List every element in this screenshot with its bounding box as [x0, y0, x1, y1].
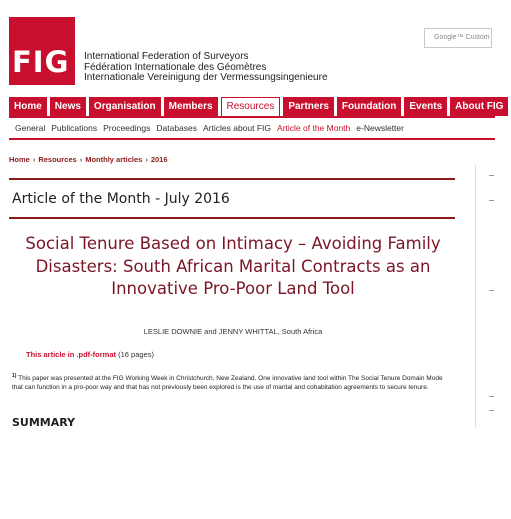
right-column-marker: [489, 410, 494, 411]
breadcrumb-separator: ›: [32, 155, 36, 164]
subnav-articles-about-fig[interactable]: Articles about FIG: [203, 123, 272, 133]
logo-text: FIG: [12, 45, 70, 79]
subnav-general[interactable]: General: [15, 123, 46, 133]
footnote: [12, 372, 452, 392]
nav-events[interactable]: Events: [404, 97, 447, 116]
right-column-marker: [489, 290, 494, 291]
nav-news[interactable]: News: [50, 97, 86, 116]
org-name-de: Internationale Vereinigung der Vermessungsingenieure: [84, 72, 328, 83]
nav-organisation[interactable]: Organisation: [89, 97, 161, 116]
fig-logo[interactable]: [9, 17, 75, 85]
breadcrumb-separator: ›: [79, 155, 83, 164]
heading-bottom-rule: [9, 217, 455, 219]
pdf-link[interactable]: This article in .pdf-format: [26, 350, 117, 359]
pdf-line: [26, 350, 154, 359]
breadcrumb-monthly-articles[interactable]: Monthly articles: [85, 155, 143, 164]
nav-partners[interactable]: Partners: [283, 97, 334, 116]
org-name-fr: Fédération Internationale des Géomètres: [84, 61, 267, 73]
breadcrumb-home[interactable]: Home: [9, 155, 30, 164]
footnote-mark: 1): [12, 373, 17, 379]
search-input[interactable]: [424, 28, 492, 48]
search-placeholder: Google™ Custom: [434, 34, 490, 41]
article-title: Social Tenure Based on Intimacy – Avoiding Family Disasters: South African Marital Contracts as an Innovative Pro-Poor Land Tool: [25, 234, 441, 298]
footnote-text: This paper was presented at the FIG Working Week in Christchurch, New Zealand. One innovative land tool within The Social Tenure Domain Mode that can function in a pro-poor way and that has not previously been explored is the use of marital and cohabitation agreements to secure tenure.: [12, 375, 443, 391]
summary-heading: SUMMARY: [12, 416, 76, 429]
nav-members[interactable]: Members: [164, 97, 218, 116]
org-name-en: International Federation of Surveyors: [84, 51, 249, 62]
pdf-pages: (16 pages): [118, 350, 154, 359]
breadcrumb: [9, 155, 168, 164]
subnav-e-newsletter[interactable]: e-Newsletter: [356, 123, 404, 133]
subnav-databases[interactable]: Databases: [156, 123, 197, 133]
nav-foundation[interactable]: Foundation: [337, 97, 401, 116]
subnav-publications[interactable]: Publications: [51, 123, 98, 133]
page-title: Article of the Month - July 2016: [12, 191, 230, 207]
nav-home[interactable]: Home: [9, 97, 47, 116]
sub-nav: [15, 123, 410, 133]
right-column-marker: [489, 200, 494, 201]
main-nav: [9, 97, 511, 116]
breadcrumb-2016[interactable]: 2016: [150, 155, 168, 164]
heading-top-rule: [9, 178, 455, 180]
article-authors: LESLIE DOWNIE and JENNY WHITTAL, South Africa: [143, 327, 323, 336]
nav-about-fig[interactable]: About FIG: [450, 97, 508, 116]
nav-resources[interactable]: Resources: [221, 97, 281, 116]
breadcrumb-resources[interactable]: Resources: [38, 155, 77, 164]
subnav-proceedings[interactable]: Proceedings: [103, 123, 151, 133]
right-column-marker: [489, 396, 494, 397]
organisation-names: [84, 52, 328, 84]
breadcrumb-separator: ›: [145, 155, 148, 164]
right-column-border: [475, 165, 476, 428]
right-column-marker: [489, 175, 494, 176]
subnav-article-of-the-month[interactable]: Article of the Month: [277, 123, 351, 133]
